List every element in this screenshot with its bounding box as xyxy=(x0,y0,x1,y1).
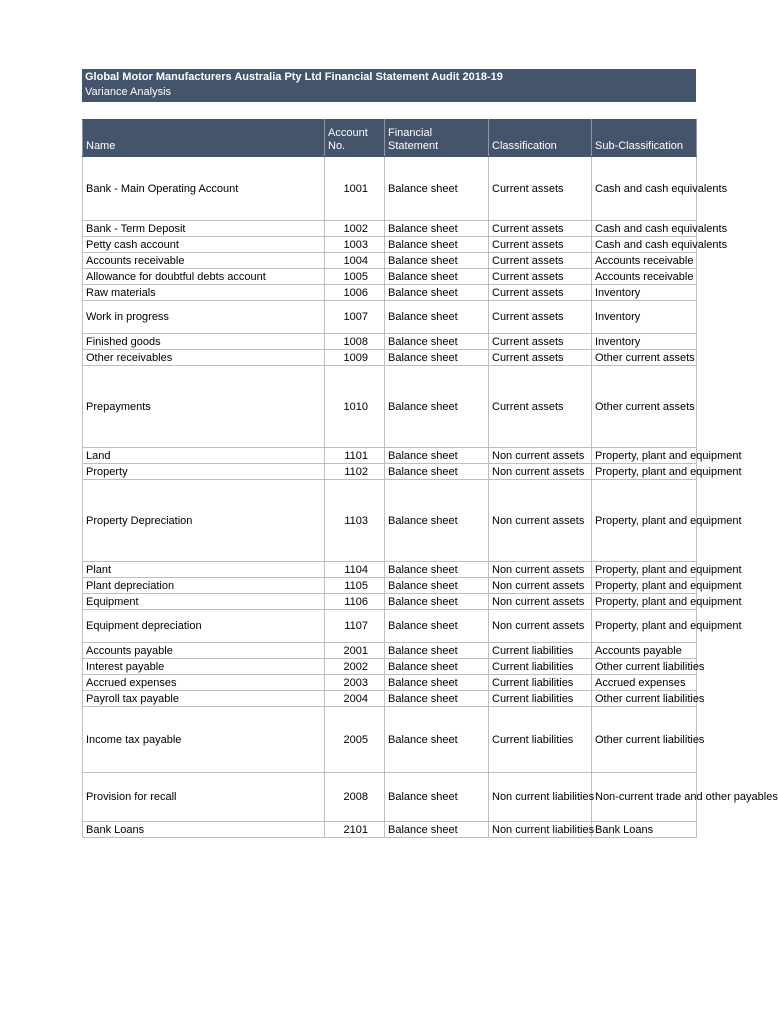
cell-name[interactable]: Raw materials xyxy=(83,285,325,301)
accounts-table xyxy=(82,119,778,838)
cell-name[interactable]: Accounts receivable xyxy=(83,253,325,269)
cell-sub-classification[interactable]: Inventory xyxy=(592,285,697,301)
cell-name[interactable]: Other receivables xyxy=(83,350,325,366)
cell-account-no[interactable]: 2004 xyxy=(325,691,385,707)
cell-classification[interactable]: Current liabilities xyxy=(489,675,592,691)
cell-sub-classification[interactable]: Other current liabilities xyxy=(592,691,697,707)
cell-sub-classification[interactable]: Non-current trade and other payables xyxy=(592,773,697,822)
cell-financial-statement[interactable]: Balance sheet xyxy=(385,659,489,675)
cell-financial-statement[interactable]: Balance sheet xyxy=(385,562,489,578)
cell-financial-statement[interactable]: Balance sheet xyxy=(385,822,489,838)
cell-name[interactable]: Provision for recall xyxy=(83,773,325,822)
cell-name[interactable]: Property Depreciation xyxy=(83,480,325,562)
cell-financial-statement[interactable]: Balance sheet xyxy=(385,610,489,643)
cell-sub-classification[interactable]: Inventory xyxy=(592,334,697,350)
cell-sub-classification[interactable]: Property, plant and equipment xyxy=(592,578,697,594)
table-header-row xyxy=(83,120,697,157)
cell-financial-statement[interactable]: Balance sheet xyxy=(385,464,489,480)
cell-name[interactable]: Allowance for doubtful debts account xyxy=(83,269,325,285)
table-row xyxy=(83,822,697,838)
cell-classification[interactable]: Current assets xyxy=(489,334,592,350)
cell-sub-classification[interactable]: Accounts receivable xyxy=(592,253,697,269)
cell-sub-classification[interactable]: Bank Loans xyxy=(592,822,697,838)
table-row xyxy=(83,691,697,707)
table-row xyxy=(83,221,697,237)
cell-financial-statement[interactable]: Balance sheet xyxy=(385,237,489,253)
cell-account-no[interactable]: 2003 xyxy=(325,675,385,691)
cell-financial-statement[interactable]: Balance sheet xyxy=(385,594,489,610)
cell-classification[interactable]: Non current assets xyxy=(489,480,592,562)
cell-name[interactable]: Plant xyxy=(83,562,325,578)
cell-sub-classification[interactable]: Inventory xyxy=(592,301,697,334)
cell-name[interactable]: Property xyxy=(83,464,325,480)
cell-sub-classification[interactable]: Property, plant and equipment xyxy=(592,448,697,464)
cell-financial-statement[interactable]: Balance sheet xyxy=(385,334,489,350)
cell-financial-statement[interactable]: Balance sheet xyxy=(385,773,489,822)
cell-account-no[interactable]: 1004 xyxy=(325,253,385,269)
cell-sub-classification[interactable]: Accounts payable xyxy=(592,643,697,659)
cell-account-no[interactable]: 1009 xyxy=(325,350,385,366)
cell-account-no[interactable]: 1102 xyxy=(325,464,385,480)
cell-sub-classification[interactable]: Property, plant and equipment xyxy=(592,610,697,643)
cell-classification[interactable]: Current assets xyxy=(489,237,592,253)
cell-name[interactable]: Equipment xyxy=(83,594,325,610)
cell-classification[interactable]: Current liabilities xyxy=(489,659,592,675)
column-header-financial-statement-line1: Financial xyxy=(388,127,433,139)
column-header-classification-label: Classification xyxy=(492,140,557,152)
table-row xyxy=(83,578,697,594)
cell-name[interactable]: Interest payable xyxy=(83,659,325,675)
cell-sub-classification[interactable]: Other current assets xyxy=(592,366,697,448)
table-row xyxy=(83,464,697,480)
table-row xyxy=(83,707,697,773)
table-row xyxy=(83,594,697,610)
cell-account-no[interactable]: 1106 xyxy=(325,594,385,610)
cell-classification[interactable]: Non current assets xyxy=(489,594,592,610)
cell-account-no[interactable]: 2005 xyxy=(325,707,385,773)
table-row xyxy=(83,157,697,221)
cell-name[interactable]: Bank - Term Deposit xyxy=(83,221,325,237)
cell-financial-statement[interactable]: Balance sheet xyxy=(385,221,489,237)
cell-name[interactable]: Accrued expenses xyxy=(83,675,325,691)
cell-classification[interactable]: Non current assets xyxy=(489,578,592,594)
table-row xyxy=(83,675,697,691)
report-subtitle: Variance Analysis xyxy=(85,86,172,98)
table-row xyxy=(83,562,697,578)
table-row xyxy=(83,301,697,334)
cell-financial-statement[interactable]: Balance sheet xyxy=(385,269,489,285)
column-header-account-no-line1: Account xyxy=(328,127,368,139)
cell-account-no[interactable]: 1008 xyxy=(325,334,385,350)
cell-name[interactable]: Prepayments xyxy=(83,366,325,448)
cell-classification[interactable]: Current assets xyxy=(489,366,592,448)
table-row xyxy=(83,659,697,675)
table-row xyxy=(83,253,697,269)
table-row xyxy=(83,643,697,659)
cell-account-no[interactable]: 2008 xyxy=(325,773,385,822)
cell-classification[interactable]: Current liabilities xyxy=(489,707,592,773)
column-header-classification[interactable] xyxy=(489,120,592,157)
cell-classification[interactable]: Non current assets xyxy=(489,562,592,578)
cell-classification[interactable]: Non current assets xyxy=(489,464,592,480)
cell-classification[interactable]: Non current liabilities xyxy=(489,822,592,838)
report-title: Global Motor Manufacturers Australia Pty Ltd Financial Statement Audit 2018-19 xyxy=(85,71,503,83)
cell-classification[interactable]: Current assets xyxy=(489,221,592,237)
cell-financial-statement[interactable]: Balance sheet xyxy=(385,157,489,221)
cell-sub-classification[interactable]: Cash and cash equivalents xyxy=(592,157,697,221)
table-row xyxy=(83,366,697,448)
cell-account-no[interactable]: 1105 xyxy=(325,578,385,594)
table-row xyxy=(83,610,697,643)
column-header-account-no-line2: No. xyxy=(328,140,346,152)
table-row xyxy=(83,285,697,301)
cell-financial-statement[interactable]: Balance sheet xyxy=(385,448,489,464)
cell-account-no[interactable]: 2001 xyxy=(325,643,385,659)
cell-account-no[interactable]: 1103 xyxy=(325,480,385,562)
cell-account-no[interactable]: 1007 xyxy=(325,301,385,334)
cell-name[interactable]: Bank - Main Operating Account xyxy=(83,157,325,221)
cell-sub-classification[interactable]: Property, plant and equipment xyxy=(592,480,697,562)
cell-financial-statement[interactable]: Balance sheet xyxy=(385,301,489,334)
cell-classification[interactable]: Current assets xyxy=(489,301,592,334)
cell-name[interactable]: Work in progress xyxy=(83,301,325,334)
cell-account-no[interactable]: 1010 xyxy=(325,366,385,448)
cell-sub-classification[interactable]: Accounts receivable xyxy=(592,269,697,285)
cell-sub-classification[interactable]: Property, plant and equipment xyxy=(592,464,697,480)
cell-financial-statement[interactable]: Balance sheet xyxy=(385,253,489,269)
cell-account-no[interactable]: 2002 xyxy=(325,659,385,675)
cell-account-no[interactable]: 1006 xyxy=(325,285,385,301)
cell-financial-statement[interactable]: Balance sheet xyxy=(385,480,489,562)
cell-sub-classification[interactable]: Cash and cash equivalents xyxy=(592,221,697,237)
table-row xyxy=(83,448,697,464)
cell-account-no[interactable]: 1104 xyxy=(325,562,385,578)
table-row xyxy=(83,334,697,350)
column-header-name-label: Name xyxy=(86,140,116,152)
cell-account-no[interactable]: 2101 xyxy=(325,822,385,838)
cell-account-no[interactable]: 1107 xyxy=(325,610,385,643)
table-row xyxy=(83,237,697,253)
cell-name[interactable]: Equipment depreciation xyxy=(83,610,325,643)
cell-sub-classification[interactable]: Other current assets xyxy=(592,350,697,366)
cell-sub-classification[interactable]: Accrued expenses xyxy=(592,675,697,691)
cell-classification[interactable]: Current assets xyxy=(489,285,592,301)
cell-account-no[interactable]: 1005 xyxy=(325,269,385,285)
cell-classification[interactable]: Non current liabilities xyxy=(489,773,592,822)
cell-name[interactable]: Plant depreciation xyxy=(83,578,325,594)
column-header-sub-classification-label: Sub-Classification xyxy=(595,140,684,152)
cell-financial-statement[interactable]: Balance sheet xyxy=(385,578,489,594)
cell-name[interactable]: Accounts payable xyxy=(83,643,325,659)
table-row xyxy=(83,350,697,366)
cell-name[interactable]: Finished goods xyxy=(83,334,325,350)
cell-financial-statement[interactable]: Balance sheet xyxy=(385,707,489,773)
cell-classification[interactable]: Current assets xyxy=(489,269,592,285)
cell-classification[interactable]: Non current assets xyxy=(489,448,592,464)
cell-classification[interactable]: Current assets xyxy=(489,157,592,221)
cell-financial-statement[interactable]: Balance sheet xyxy=(385,691,489,707)
column-header-account-no[interactable] xyxy=(325,120,385,157)
table-row xyxy=(83,773,697,822)
cell-account-no[interactable]: 1101 xyxy=(325,448,385,464)
cell-name[interactable]: Income tax payable xyxy=(83,707,325,773)
cell-account-no[interactable]: 1001 xyxy=(325,157,385,221)
cell-sub-classification[interactable]: Cash and cash equivalents xyxy=(592,237,697,253)
cell-name[interactable]: Payroll tax payable xyxy=(83,691,325,707)
cell-financial-statement[interactable]: Balance sheet xyxy=(385,350,489,366)
cell-sub-classification[interactable]: Property, plant and equipment xyxy=(592,594,697,610)
cell-name[interactable]: Land xyxy=(83,448,325,464)
cell-financial-statement[interactable]: Balance sheet xyxy=(385,366,489,448)
table-row xyxy=(83,480,697,562)
cell-name[interactable]: Bank Loans xyxy=(83,822,325,838)
cell-sub-classification[interactable]: Property, plant and equipment xyxy=(592,562,697,578)
cell-classification[interactable]: Current liabilities xyxy=(489,691,592,707)
column-header-financial-statement-line2: Statement xyxy=(388,140,439,152)
cell-sub-classification[interactable]: Other current liabilities xyxy=(592,707,697,773)
cell-name[interactable]: Petty cash account xyxy=(83,237,325,253)
cell-financial-statement[interactable]: Balance sheet xyxy=(385,285,489,301)
cell-classification[interactable]: Non current assets xyxy=(489,610,592,643)
cell-account-no[interactable]: 1003 xyxy=(325,237,385,253)
cell-financial-statement[interactable]: Balance sheet xyxy=(385,675,489,691)
cell-sub-classification[interactable]: Other current liabilities xyxy=(592,659,697,675)
cell-financial-statement[interactable]: Balance sheet xyxy=(385,643,489,659)
cell-classification[interactable]: Current liabilities xyxy=(489,643,592,659)
column-header-name[interactable] xyxy=(83,120,325,157)
column-header-financial-statement[interactable] xyxy=(385,120,489,157)
cell-classification[interactable]: Current assets xyxy=(489,253,592,269)
cell-account-no[interactable]: 1002 xyxy=(325,221,385,237)
table-row xyxy=(83,269,697,285)
column-header-sub-classification[interactable] xyxy=(592,120,697,157)
cell-classification[interactable]: Current assets xyxy=(489,350,592,366)
report-title-bar xyxy=(82,69,696,102)
